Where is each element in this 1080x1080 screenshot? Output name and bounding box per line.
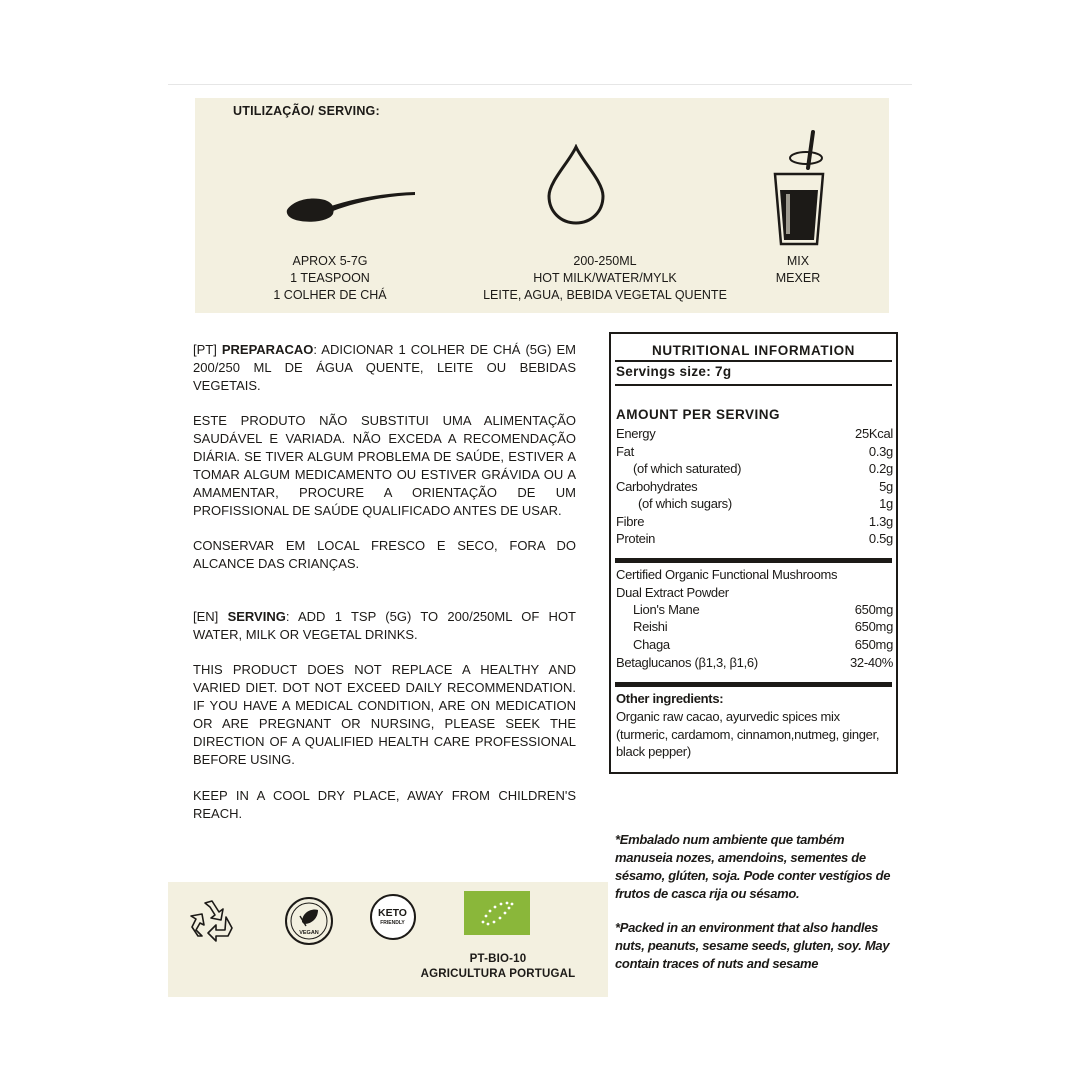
nutrition-rule-thick xyxy=(615,558,892,563)
pt-warning: ESTE PRODUTO NÃO SUBSTITUI UMA ALIMENTAÇÃO SAUDÁVEL E VARIADA. NÃO EXCEDA A RECOMENDAÇÃO DIÁRIA. SE TIVER ALGUM PROBLEMA DE SAÚDE, ESTIVER A TOMAR ALGUM MEDICAMENTO OU ESTIVER GRÁVIDA OU A AMAMENTAR, PROCURE A ORIENTAÇÃO DE UM PROFISSIONAL DE SAÚDE QUALIFICADO ANTES DE USAR. xyxy=(193,413,576,518)
keto-label: KETO xyxy=(378,907,407,919)
pt-storage: CONSERVAR EM LOCAL FRESCO E SECO, FORA DO ALCANCE DAS CRIANÇAS. xyxy=(193,538,576,571)
bio-code: PT-BIO-10 xyxy=(469,953,527,965)
serving-step-amount xyxy=(255,253,405,304)
nutrition-row-carbs: Carbohydrates 5g xyxy=(616,479,893,494)
drop-icon xyxy=(545,144,607,226)
serving-panel xyxy=(195,98,889,313)
keto-icon xyxy=(370,894,416,940)
nutrition-row-fat: Fat 0.3g xyxy=(616,444,893,459)
top-divider xyxy=(168,84,912,85)
pt-prep-heading: PREPARACAO xyxy=(221,342,314,357)
recycle-icon xyxy=(188,898,236,942)
serving-step-liquid xyxy=(475,253,735,304)
nutrition-title: NUTRITIONAL INFORMATION xyxy=(651,343,856,358)
mushroom-row-chaga: Chaga 650mg xyxy=(633,637,893,652)
en-serving-heading: SERVING xyxy=(227,609,286,624)
nutrition-row-sugars: (of which sugars) 1g xyxy=(638,496,893,511)
mushroom-row-betaglucans: Betaglucanos (β1,3, β1,6) 32-40% xyxy=(616,655,893,670)
en-storage: KEEP IN A COOL DRY PLACE, AWAY FROM CHILDREN'S REACH. xyxy=(193,788,576,821)
vegan-icon xyxy=(284,896,334,946)
serving-step-mix xyxy=(748,253,848,287)
nutrition-rule xyxy=(615,360,892,362)
mushroom-row-reishi: Reishi 650mg xyxy=(633,619,893,634)
glass-icon xyxy=(769,128,829,248)
mushroom-row-lions-mane: Lion's Mane 650mg xyxy=(633,602,893,617)
mushroom-heading-1: Certified Organic Functional Mushrooms xyxy=(616,567,838,582)
step2-line2: HOT MILK/WATER/MYLK xyxy=(533,271,677,285)
other-ingredients-heading: Other ingredients: xyxy=(616,691,724,706)
en-warning: THIS PRODUCT DOES NOT REPLACE A HEALTHY AND VARIED DIET. DOT NOT EXCEED DAILY RECOMMENDATION. IF YOU HAVE A MEDICAL CONDITION, ARE ON MEDICATION OR ARE PREGNANT OR NURSING, PLEASE SEEK THE DIRECTION OF A QUALIFIED HEALTH CARE PROFESSIONAL BEFORE USING. xyxy=(193,662,576,767)
pt-prep-text: : ADICIONAR 1 COLHER DE CHÁ (5G) EM 200/250 ML DE ÁGUA QUENTE, LEITE OU BEBIDAS VEGETAIS. xyxy=(193,342,576,393)
allergen-note-en: *Packed in an environment that also handles nuts, peanuts, sesame seeds, gluten, soy. May contain traces of nuts and sesame xyxy=(615,920,890,971)
organic-certification-code xyxy=(418,952,578,982)
eu-organic-icon xyxy=(464,891,530,935)
serving-title: UTILIZAÇÃO/ SERVING: xyxy=(233,104,380,118)
certification-footer xyxy=(168,882,608,997)
nutrition-rule xyxy=(615,384,892,386)
en-serving xyxy=(193,608,576,644)
step1-line1: APROX 5-7G xyxy=(292,254,368,268)
amount-per-serving: AMOUNT PER SERVING xyxy=(616,407,781,422)
nutrition-row-fibre: Fibre 1.3g xyxy=(616,514,893,529)
vegan-label: VEGAN xyxy=(299,930,319,936)
keto-friendly-label: FRIENDLY xyxy=(380,920,405,926)
step2-line1: 200-250ML xyxy=(573,254,637,268)
nutrition-row-saturated: (of which saturated) 0.2g xyxy=(633,461,893,476)
en-tag: [EN] xyxy=(193,609,228,624)
step3-line2: MEXER xyxy=(775,271,821,285)
nutrition-rule-thick xyxy=(615,682,892,687)
allergen-note-pt: *Embalado num ambiente que também manuseia nozes, amendoins, sementes de sésamo, glúten, soja. Pode conter vestígios de frutos de casca rija ou sésamo. xyxy=(615,832,891,901)
nutrition-table xyxy=(609,332,898,774)
step1-line3: 1 COLHER DE CHÁ xyxy=(273,288,387,302)
bio-origin: AGRICULTURA PORTUGAL xyxy=(420,968,576,980)
step1-line2: 1 TEASPOON xyxy=(290,271,370,285)
spoon-icon xyxy=(285,186,420,236)
pt-tag: [PT] xyxy=(193,342,222,357)
en-serving-text: : ADD 1 TSP (5G) TO 200/250ML OF HOT WATER, MILK OR VEGETAL DRINKS. xyxy=(193,609,576,642)
mushroom-heading-2: Dual Extract Powder xyxy=(616,585,729,600)
step3-line1: MIX xyxy=(786,254,810,268)
step2-line3: LEITE, AGUA, BEBIDA VEGETAL QUENTE xyxy=(483,288,727,302)
nutrition-row-protein: Protein 0.5g xyxy=(616,531,893,546)
serving-size: Servings size: 7g xyxy=(616,364,732,379)
nutrition-row-energy: Energy 25Kcal xyxy=(616,426,893,441)
pt-preparation xyxy=(193,341,576,395)
other-ingredients-text: Organic raw cacao, ayurvedic spices mix (turmeric, cardamom, cinnamon,nutmeg, ginger, black pepper) xyxy=(616,709,880,759)
